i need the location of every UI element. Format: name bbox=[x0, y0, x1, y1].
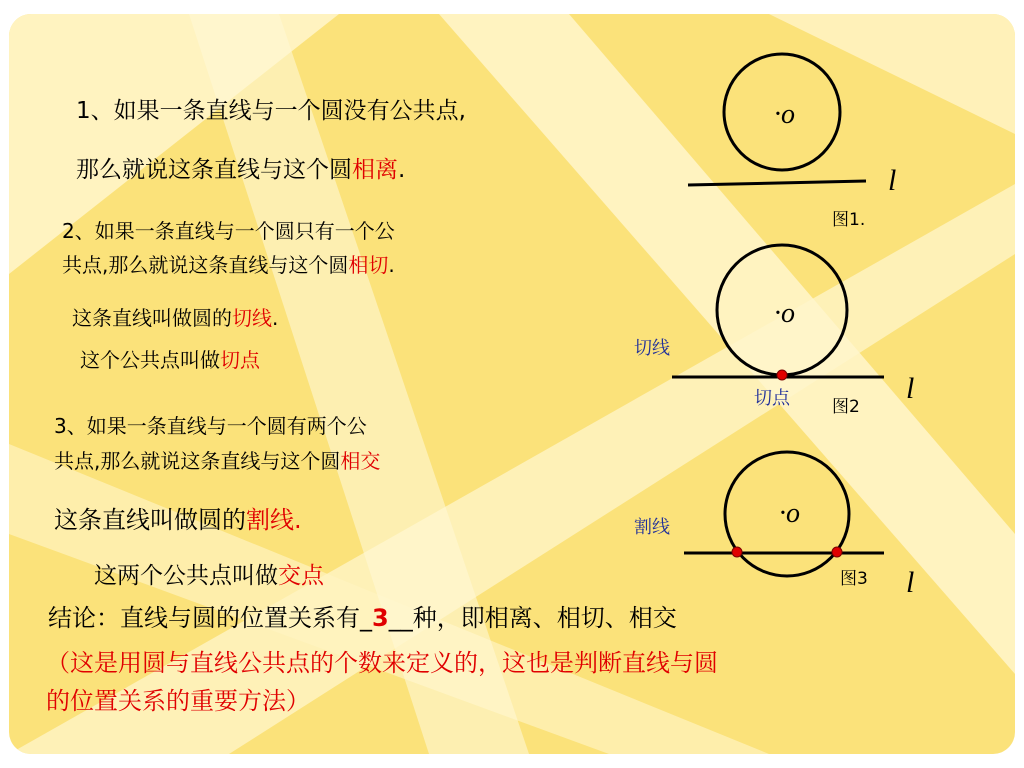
figure-2 bbox=[634, 245, 914, 417]
section2-line2-end: . bbox=[388, 253, 395, 277]
term-separate: 相离 bbox=[352, 157, 398, 183]
figure-1 bbox=[688, 54, 896, 230]
section1-line2-prefix: 那么就说这条直线与这个圆 bbox=[76, 157, 352, 183]
fig3-caption: 图3 bbox=[840, 569, 868, 589]
term-tangent-line: 切线 bbox=[232, 306, 272, 330]
conclusion-answer: 3 bbox=[372, 604, 389, 632]
fig2-tangent-point-label: 切点 bbox=[754, 388, 790, 409]
section3-line2-prefix: 共点,那么就说这条直线与这个圆 bbox=[54, 449, 341, 473]
secant-prefix: 这条直线叫做圆的 bbox=[54, 506, 246, 534]
fig2-tangent-line-label: 切线 bbox=[634, 338, 670, 359]
figure-3 bbox=[634, 452, 914, 599]
fig3-center-label: ·o bbox=[779, 498, 800, 529]
tangent-line-prefix: 这条直线叫做圆的 bbox=[72, 306, 232, 330]
term-tangent-point: 切点 bbox=[220, 348, 260, 372]
fig3-line-label: l bbox=[906, 566, 915, 599]
fig2-center-label: ·o bbox=[774, 298, 795, 329]
tangent-line-end: . bbox=[272, 306, 279, 330]
fig1-caption: 图1. bbox=[832, 210, 866, 230]
conclusion-suffix: __种，即相离、相切、相交 bbox=[388, 604, 677, 632]
section3-line1: 3、如果一条直线与一个圆有两个公 bbox=[54, 414, 367, 438]
fig1-line bbox=[688, 181, 866, 185]
fig3-intersection-point-right bbox=[832, 547, 842, 557]
intersection-prefix: 这两个公共点叫做 bbox=[94, 563, 278, 589]
fig3-secant-label: 割线 bbox=[634, 517, 670, 538]
term-intersect: 相交 bbox=[340, 449, 381, 473]
section2-line2-prefix: 共点,那么就说这条直线与这个圆 bbox=[62, 253, 349, 277]
section1-line2-end: . bbox=[398, 157, 406, 183]
section2-line1: 2、如果一条直线与一个圆只有一个公 bbox=[62, 219, 395, 243]
fig2-line-label: l bbox=[906, 372, 915, 405]
conclusion-prefix: 结论：直线与圆的位置关系有_ bbox=[48, 604, 372, 632]
fig1-line-label: l bbox=[888, 164, 897, 197]
term-secant: 割线 bbox=[246, 506, 294, 534]
term-intersection-points: 交点 bbox=[278, 563, 324, 589]
section1-line1: 1、如果一条直线与一个圆没有公共点, bbox=[76, 98, 466, 124]
fig2-caption: 图2 bbox=[832, 397, 860, 417]
fig1-center-label: ·o bbox=[774, 99, 795, 130]
term-tangent: 相切 bbox=[348, 253, 389, 277]
tangent-point-prefix: 这个公共点叫做 bbox=[80, 348, 220, 372]
conclusion-note-line1: （这是用圆与直线公共点的个数来定义的，这也是判断直线与圆 bbox=[46, 649, 718, 677]
secant-end: . bbox=[294, 506, 302, 534]
conclusion-note-line2: 的位置关系的重要方法） bbox=[46, 687, 310, 715]
fig2-tangent-point bbox=[777, 370, 787, 380]
fig3-intersection-point-left bbox=[732, 547, 742, 557]
